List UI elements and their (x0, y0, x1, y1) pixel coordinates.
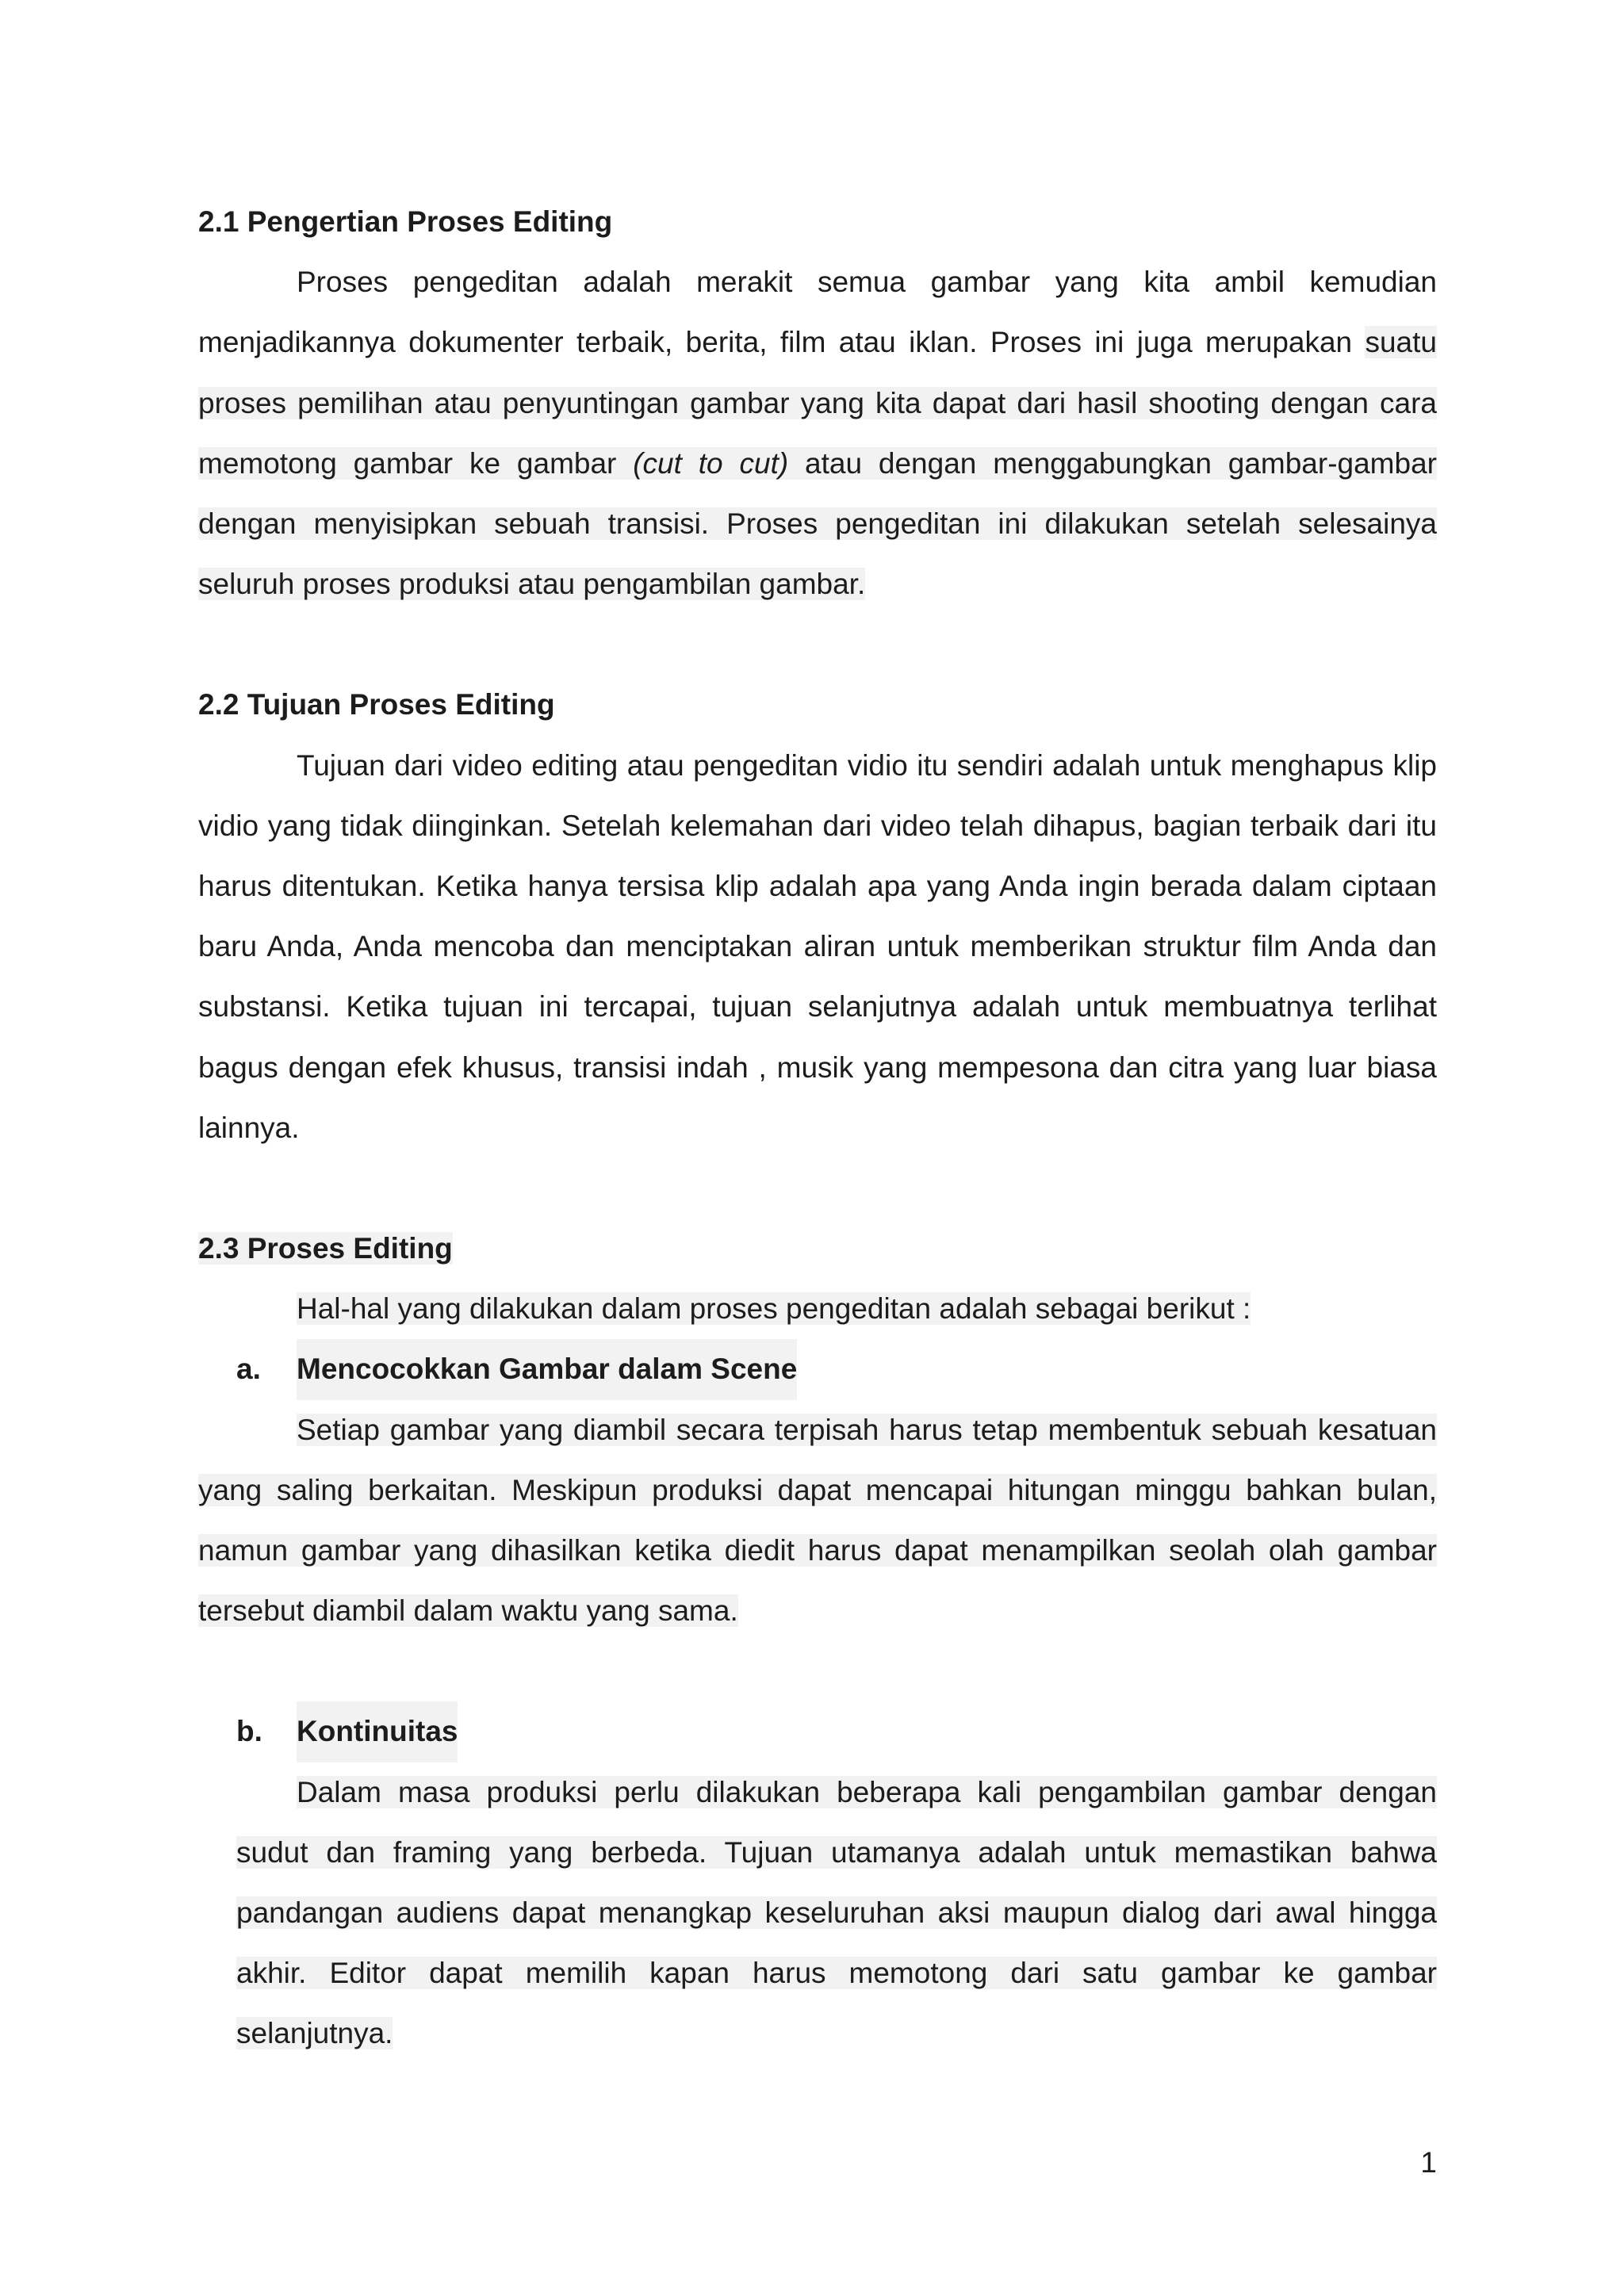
list-item-a-paragraph (198, 1400, 1437, 1642)
section-2-1-text-c: atau dengan menggabungkan gambar-gambar dengan menyisipkan sebuah transisi. Proses pengeditan ini dilakukan setelah selesainya seluruh proses produksi atau pengambilan gambar. (198, 446, 1437, 601)
section-2-2-paragraph (198, 736, 1437, 1158)
page-number: 1 (1420, 2146, 1437, 2179)
section-heading-2-3 (198, 1219, 1437, 1279)
list-item-a-heading (198, 1339, 1437, 1399)
section-2-1-paragraph (198, 252, 1437, 614)
section-heading-2-3-text: 2.3 Proses Editing (198, 1232, 453, 1265)
section-2-1-text-a: Proses pengeditan adalah merakit semua gambar yang kita ambil kemudian menjadikannya dokumenter terbaik, berita, film atau iklan. Proses ini juga merupakan (198, 266, 1437, 359)
section-heading-2-1: 2.1 Pengertian Proses Editing (198, 205, 613, 238)
section-2-1-text-b: suatu proses pemilihan atau penyuntingan gambar yang kita dapat dari hasil shooting dengan cara memotong gambar ke gambar (198, 326, 1437, 480)
list-item-b-title: Kontinuitas (297, 1701, 458, 1762)
list-marker-b: b. (236, 1715, 262, 1748)
document-body (198, 192, 1437, 2064)
list-item-b-paragraph (236, 1762, 1437, 2064)
section-2-3-intro-text: Hal-hal yang dilakukan dalam proses pengeditan adalah sebagai berikut : (297, 1292, 1251, 1326)
list-item-a-title: Mencocokkan Gambar dalam Scene (297, 1339, 797, 1399)
list-item-b-heading (198, 1701, 1437, 1762)
section-2-3-intro (198, 1279, 1437, 1339)
list-item-a-text: Setiap gambar yang diambil secara terpisah harus tetap membentuk sebuah kesatuan yang saling berkaitan. Meskipun produksi dapat mencapai hitungan minggu bahkan bulan, namun gambar yang dihasilkan ketika diedit harus dapat menampilkan seolah olah gambar tersebut diambil dalam waktu yang sama. (198, 1413, 1437, 1628)
section-heading-2-2: 2.2 Tujuan Proses Editing (198, 688, 555, 721)
section-2-2-text: Tujuan dari video editing atau pengeditan vidio itu sendiri adalah untuk menghapus klip vidio yang tidak diinginkan. Setelah kelemahan dari video telah dihapus, bagian terbaik dari itu harus ditentukan. Ketika hanya tersisa klip adalah apa yang Anda ingin berada dalam ciptaan baru Anda, Anda mencoba dan menciptakan aliran untuk memberikan struktur film Anda dan substansi. Ketika tujuan ini tercapai, tujuan selanjutnya adalah untuk membuatnya terlihat bagus dengan efek khusus, transisi indah , musik yang mempesona dan citra yang luar biasa lainnya. (198, 748, 1437, 1144)
list-item-b-text: Dalam masa produksi perlu dilakukan beberapa kali pengambilan gambar dengan sudut dan framing yang berbeda. Tujuan utamanya adalah untuk memastikan bahwa pandangan audiens dapat menangkap keseluruhan aksi maupun dialog dari awal hingga akhir. Editor dapat memilih kapan harus memotong dari satu gambar ke gambar selanjutnya. (236, 1775, 1437, 2050)
list-item-b-body (236, 1762, 1437, 2064)
list-marker-a: a. (236, 1353, 261, 1386)
section-2-1-italic-term: (cut to cut) (633, 446, 789, 480)
